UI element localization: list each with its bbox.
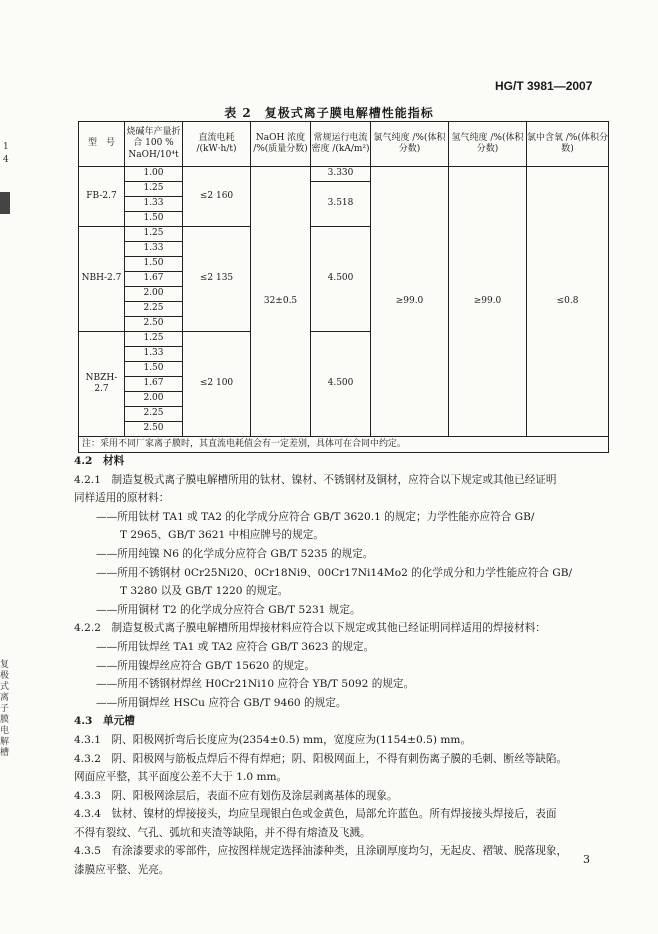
clause-text: 4.3.1 阴、阳极网折弯后长度应为(2354±0.5) mm，宽度应为(1154±0.5) mm。	[74, 733, 472, 746]
section-heading: 4.2 材料	[74, 455, 125, 467]
clause-item: ——所用铜焊丝 HSCu 应符合 GB/T 9460 的规定。	[96, 696, 347, 709]
col-header-power: 直流电耗 /(kW·h/t)	[183, 122, 251, 167]
density-cell: 4.500	[311, 227, 371, 332]
margin-scan-mark	[0, 192, 10, 214]
output-cell: 2.25	[125, 407, 183, 422]
col-header-h-purity: 氢气纯度 /%(体积分数)	[449, 122, 527, 167]
page-number: 3	[583, 853, 590, 866]
section-heading: 4.3 单元槽	[74, 715, 135, 728]
output-cell: 1.50	[125, 257, 183, 272]
margin-side-label: 复极式离子膜电解槽	[0, 660, 10, 758]
output-cell: 2.00	[125, 392, 183, 407]
output-cell: 2.25	[125, 302, 183, 317]
col-header-cl-purity: 氯气纯度 /%(体积分数)	[371, 122, 449, 167]
density-cell: 3.330	[311, 167, 371, 182]
output-cell: 1.25	[125, 182, 183, 197]
output-cell: 2.00	[125, 287, 183, 302]
power-cell: ≤2 135	[183, 227, 251, 332]
col-header-output: 烧碱年产量折合 100 % NaOH/10⁴t	[125, 122, 183, 167]
naoh-cell: 32±0.5	[251, 167, 311, 437]
clause-text: 4.3.2 阴、阳极网与筋板点焊后不得有焊疤；阴、阳极网面上，不得有刺伤离子膜的毛刺、断丝等缺陷。	[74, 752, 568, 765]
output-cell: 2.50	[125, 317, 183, 332]
clause-text: 4.3.4 钛材、镍材的焊接接头，均应呈现银白色或金黄色，局部允许蓝色。所有焊接接头焊接后，表面	[74, 808, 557, 821]
margin-fraction-top: 1	[3, 142, 9, 152]
clause-item: ——所用铜材 T2 的化学成分应符合 GB/T 5231 规定。	[96, 603, 361, 616]
output-cell: 1.33	[125, 197, 183, 212]
margin-fraction-bottom: 4	[3, 155, 9, 165]
section-materials	[74, 452, 614, 880]
clause-item: ——所用纯镍 N6 的化学成分应符合 GB/T 5235 的规定。	[96, 547, 374, 560]
output-cell: 2.50	[125, 422, 183, 437]
clause-item: ——所用钛焊丝 TA1 或 TA2 应符合 GB/T 3623 的规定。	[96, 640, 375, 653]
col-header-o-in-cl: 氯中含氧 /%(体积分数)	[527, 122, 609, 167]
col-header-naoh: NaOH 浓度 /%(质量分数)	[251, 122, 311, 167]
clause-text: 4.2.1 制造复极式离子膜电解槽所用的钛材、镍材、不锈钢材及铜材，应符合以下规定或其他已经证明	[74, 473, 557, 486]
clause-item: ——所用不锈钢材 0Cr25Ni20、0Cr18Ni9、00Cr17Ni14Mo2 的化学成分和力学性能应符合 GB/	[96, 566, 573, 579]
performance-table	[78, 121, 609, 453]
clause-item: T 3280 以及 GB/T 1220 的规定。	[120, 585, 289, 598]
output-cell: 1.67	[125, 272, 183, 287]
standard-code: HG/T 3981—2007	[495, 79, 593, 93]
model-cell: NBH-2.7	[79, 227, 125, 332]
table-note-row	[79, 437, 609, 453]
output-cell: 1.67	[125, 377, 183, 392]
clause-text: 网面应平整，其平面度公差不大于 1.0 mm。	[74, 771, 288, 784]
clause-text: 4.2.2 制造复极式离子膜电解槽所用焊接材料应符合以下规定或其他已经证明同样适用的焊接材料：	[74, 622, 546, 635]
model-cell: FB-2.7	[79, 167, 125, 227]
clause-text: 漆膜应平整、光亮。	[74, 864, 170, 877]
density-cell: 4.500	[311, 332, 371, 437]
table-note: 注：采用不同厂家离子膜时，其直流电耗值会有一定差别，具体可在合同中约定。	[79, 437, 609, 453]
clause-text: 同样适用的原材料：	[74, 492, 170, 505]
output-cell: 1.00	[125, 167, 183, 182]
table-header-row	[79, 122, 609, 167]
cl-purity-cell: ≥99.0	[371, 167, 449, 437]
output-cell: 1.50	[125, 362, 183, 377]
output-cell: 1.50	[125, 212, 183, 227]
clause-item: ——所用不锈钢材焊丝 H0Cr21Ni10 应符合 YB/T 5092 的规定。	[96, 678, 415, 691]
clause-text: 4.3.3 阴、阳极网涂层后，表面不应有划伤及涂层剥离基体的现象。	[74, 789, 398, 802]
model-cell: NBZH-2.7	[79, 332, 125, 437]
output-cell: 1.33	[125, 347, 183, 362]
h-purity-cell: ≥99.0	[449, 167, 527, 437]
density-cell: 3.518	[311, 182, 371, 227]
clause-text: 不得有裂纹、气孔、弧坑和夹渣等缺陷，并不得有熔渣及飞溅。	[74, 826, 371, 839]
table-title: 表 2 复极式离子膜电解槽性能指标	[224, 106, 434, 120]
output-cell: 1.25	[125, 227, 183, 242]
clause-item: ——所用钛材 TA1 或 TA2 的化学成分应符合 GB/T 3620.1 的规定；力学性能亦应符合 GB/	[96, 510, 535, 523]
output-cell: 1.25	[125, 332, 183, 347]
clause-text: 4.3.5 有涂漆要求的零部件，应按图样规定选择油漆种类，且涂刷厚度均匀，无起皮、褶皱、脱落现象，	[74, 845, 568, 858]
power-cell: ≤2 100	[183, 332, 251, 437]
col-header-model: 型 号	[79, 122, 125, 167]
o-in-cl-cell: ≤0.8	[527, 167, 609, 437]
table-row	[79, 167, 609, 182]
output-cell: 1.33	[125, 242, 183, 257]
power-cell: ≤2 160	[183, 167, 251, 227]
clause-item: T 2965、GB/T 3621 中相应牌号的规定。	[120, 529, 324, 542]
clause-item: ——所用镍焊丝应符合 GB/T 15620 的规定。	[96, 659, 315, 672]
col-header-density: 常规运行电流密度 /(kA/m²)	[311, 122, 371, 167]
